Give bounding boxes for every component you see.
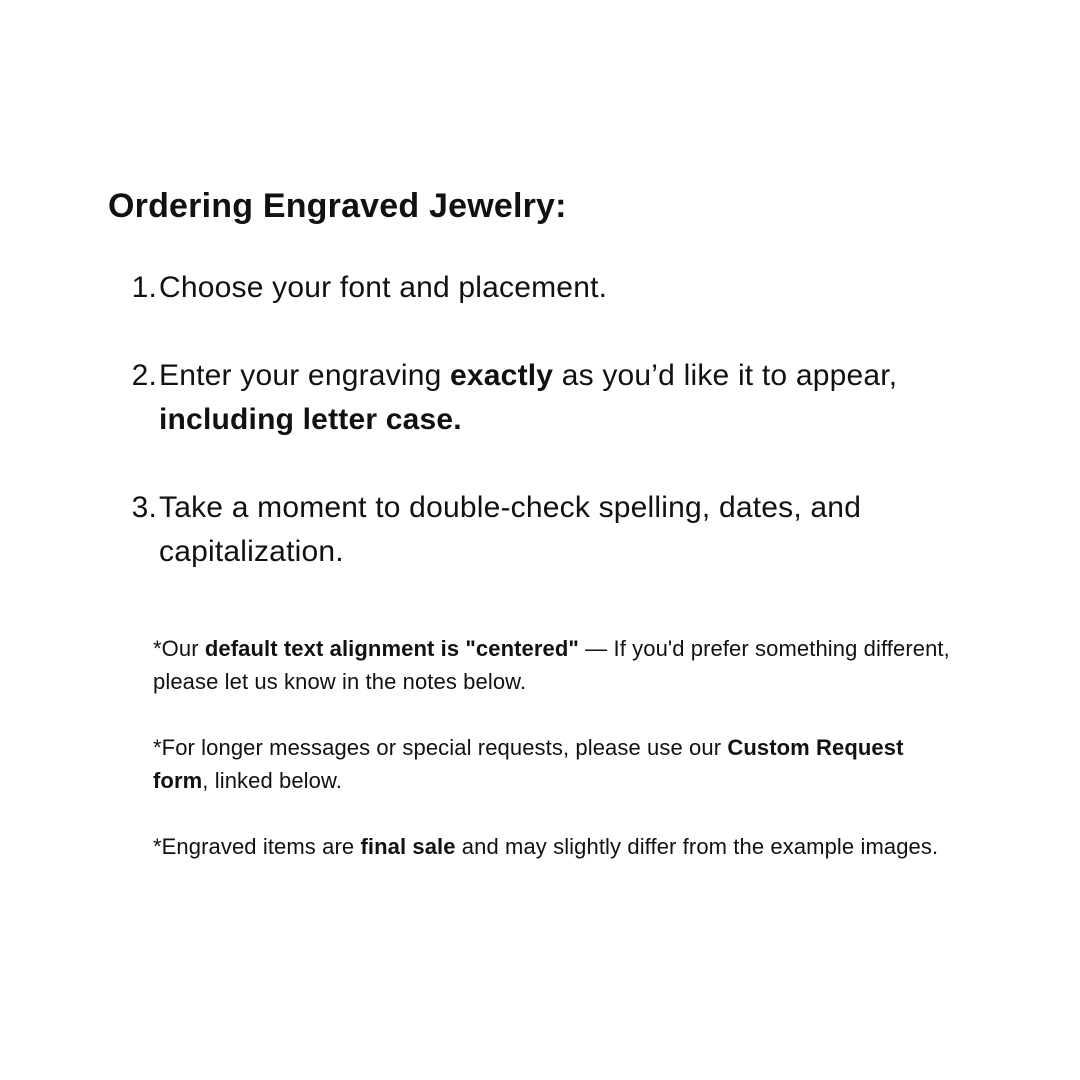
ordering-steps-list (108, 266, 948, 574)
note-text-part: *For longer messages or special requests, please use our (153, 735, 728, 760)
step-text-part: Choose your font and placement. (159, 271, 608, 304)
step-text-part: Enter your engraving (159, 359, 451, 392)
note-text-emphasis: default text alignment is "centered" (204, 636, 579, 661)
note-text-part: *Engraved items are (153, 834, 361, 859)
step-item-3 (108, 486, 948, 574)
step-text (159, 491, 861, 568)
note-text-part: , linked below. (202, 768, 342, 793)
step-text-emphasis: exactly (450, 359, 554, 392)
note-final-sale (153, 830, 953, 863)
note-alignment (153, 632, 953, 698)
note-text-emphasis: final sale (360, 834, 456, 859)
step-number: 2. (131, 359, 157, 392)
step-text-part: Take a moment to double-check spelling, dates, and capitalization. (159, 491, 862, 568)
note-text-part: and may slightly differ from the example images. (455, 834, 939, 859)
step-item-2 (108, 354, 948, 442)
step-number: 1. (131, 271, 157, 304)
note-text-emphasis: Custom Request form (153, 735, 904, 793)
step-text (159, 271, 607, 304)
page-title: Ordering Engraved Jewelry: (108, 187, 567, 225)
note-text-part: — If you'd prefer something different, please let us know in the notes below. (153, 636, 950, 694)
step-item-1 (108, 266, 948, 310)
step-text-emphasis: including letter case. (159, 403, 462, 436)
note-custom-request (153, 731, 953, 797)
note-text-part: *Our (153, 636, 205, 661)
step-text (159, 359, 897, 436)
step-text-part: as you’d like it to appear, (553, 359, 898, 392)
step-number: 3. (131, 491, 157, 524)
notes-section (153, 632, 953, 863)
